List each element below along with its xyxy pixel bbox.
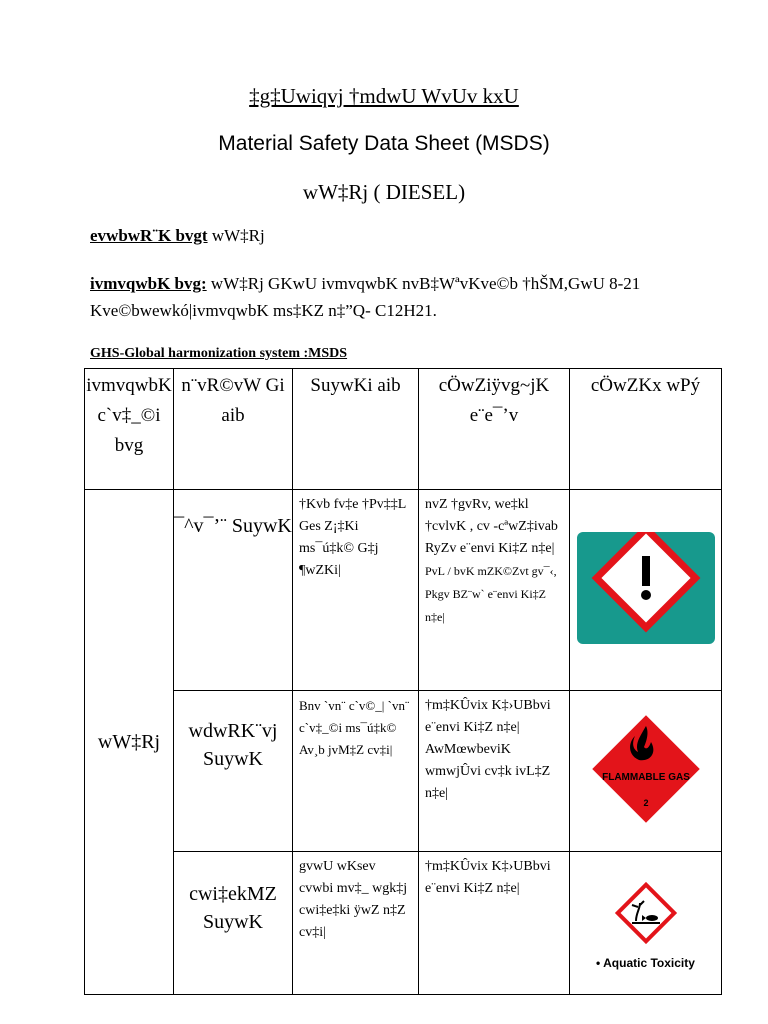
precaution-main: nvZ †gvRv, we‡kl †cvlvK , cv -cªwZ‡ivab RyZv e¨envi Ki‡Z n‡e| [425, 497, 558, 556]
header-precaution: cÖwZiÿvg~jK e¨e¯’v [419, 369, 570, 490]
precaution-extra: PvL / bvK mZK©Zvt gv¯‹, Pkgv BZ¨w` e¨envi Ki‡Z n‡e| [425, 564, 557, 624]
risk-cell: gvwU wKsev cvwbi mv‡_ wgk‡j cwi‡e‡ki ÿwZ n‡Z cv‡i| [293, 852, 419, 995]
risk-cell: Bnv `vn¨ c`v©_| `vn¨ c`v‡_©i ms¯ú‡k© Av¸b jvM‡Z cv‡i| [293, 691, 419, 852]
precaution-cell: †m‡KÛvix K‡›UBbvi e¨envi Ki‡Z n‡e| [419, 852, 570, 995]
table-row [85, 490, 722, 691]
title-product: wW‡Rj ( DIESEL) [302, 180, 466, 204]
table-row [85, 852, 722, 995]
chemical-name-label: ivmvqwbK bvg: [90, 274, 207, 293]
health-hazard-icon [577, 532, 715, 644]
symbol-cell-aquatic [570, 852, 722, 995]
precaution-cell [419, 490, 570, 691]
flammable-class: 2 [642, 797, 649, 808]
hazard-cell: wdwRK¨vj SuywK [174, 691, 293, 852]
flammable-gas-icon [591, 714, 701, 824]
commercial-name-value: wW‡Rj [211, 226, 265, 245]
risk-cell: †Kvb fv‡e †Pv‡‡L Ges Z¡‡Ki ms¯ú‡k© G‡j ¶wZKi| [293, 490, 419, 691]
header-chemical: ivmvqwbK c`v‡_©i bvg [85, 369, 174, 490]
aquatic-caption: • Aquatic Toxicity [596, 955, 695, 970]
header-risk-type: SuywKi aib [293, 369, 419, 490]
chemical-name [90, 270, 730, 324]
header-hazard-type: n¨vR©vW Gi aib [174, 369, 293, 490]
msds-table [84, 368, 722, 995]
hazard-cell: ¯^v¯’¨ SuywK [174, 490, 293, 691]
commercial-name [90, 226, 265, 246]
commercial-name-label: evwbwR¨K bvgt [90, 226, 208, 245]
precaution-cell: †m‡KÛvix K‡›UBbvi e¨envi Ki‡Z n‡e| AwMœwbeviK wmwjÛvi cv‡k ivL‡Z n‡e| [419, 691, 570, 852]
table-row [85, 691, 722, 852]
chemical-name-value: wW‡Rj GKwU ivmvqwbK nvB‡WªvKve©b †hŠM,GwU 8-21 Kve©bwewkó|ivmvqwbK ms‡KZ n‡”Q- C12H21. [90, 274, 641, 320]
table-header-row [85, 369, 722, 490]
symbol-cell-flammable [570, 691, 722, 852]
chemical-name-cell: wW‡Rj [85, 490, 174, 995]
title-english: Material Safety Data Sheet (MSDS) [218, 132, 550, 155]
aquatic-toxicity-icon [610, 877, 682, 949]
header-symbol: cÖwZKx wPý [570, 369, 722, 490]
title-bangla: ‡g‡Uwiqvj †mdwU WvUv kxU [249, 84, 519, 108]
symbol-cell-health [570, 490, 722, 691]
flammable-label: FLAMMABLE GAS [601, 771, 690, 783]
ghs-title: GHS-Global harmonization system :MSDS [90, 346, 348, 361]
hazard-cell: cwi‡ekMZ SuywK [174, 852, 293, 995]
